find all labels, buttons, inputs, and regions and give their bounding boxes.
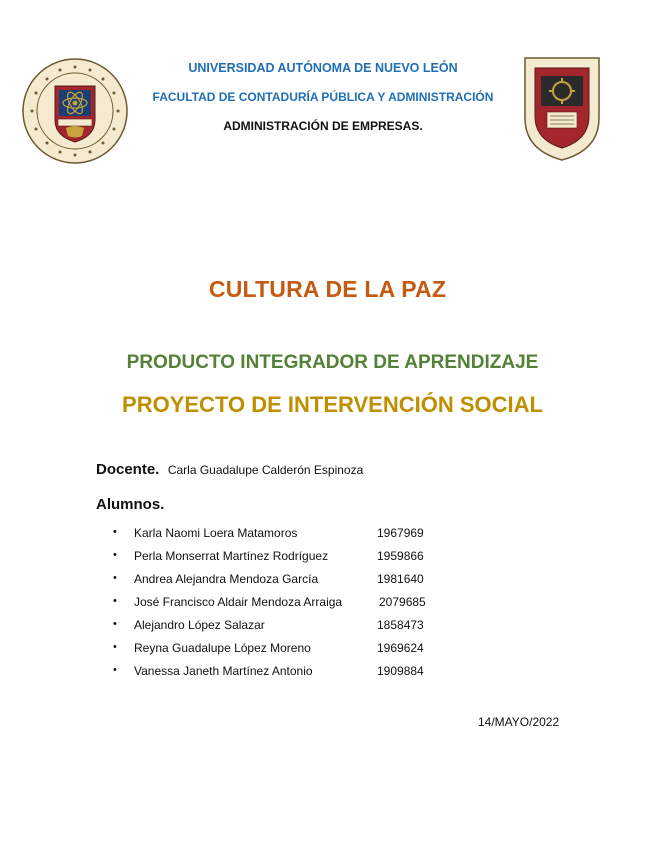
docente-label: Docente.	[96, 461, 160, 478]
bullet-icon: •	[113, 572, 117, 584]
student-id: 1967969	[377, 526, 424, 540]
student-list	[113, 526, 473, 687]
list-item	[113, 526, 473, 549]
list-item	[113, 572, 473, 595]
bullet-icon: •	[113, 526, 117, 538]
student-id: 1858473	[377, 618, 424, 632]
alumnos-label: Alumnos.	[96, 496, 165, 513]
bullet-icon: •	[113, 641, 117, 653]
student-name: Vanessa Janeth Martínez Antonio	[134, 664, 313, 678]
uanl-seal-icon	[22, 58, 128, 164]
bullet-icon: •	[113, 549, 117, 561]
student-name: Andrea Alejandra Mendoza García	[134, 572, 319, 586]
list-item	[113, 641, 473, 664]
student-id: 1909884	[377, 664, 424, 678]
bullet-icon: •	[113, 618, 117, 630]
student-id: 1969624	[377, 641, 424, 655]
list-item	[113, 664, 473, 687]
docente-line	[96, 461, 363, 479]
docente-name: Carla Guadalupe Calderón Espinoza	[167, 463, 364, 477]
student-name: Alejandro López Salazar	[134, 618, 265, 632]
student-id: 2079685	[379, 595, 426, 609]
student-name: Karla Naomi Loera Matamoros	[134, 526, 298, 540]
student-name: Perla Monserrat Martínez Rodríguez	[134, 549, 329, 563]
facpya-seal-icon	[521, 52, 603, 164]
document-subtitle-product: PRODUCTO INTEGRADOR DE APRENDIZAJE	[126, 352, 539, 373]
list-item	[113, 618, 473, 641]
list-item	[113, 595, 473, 618]
program-name: ADMINISTRACIÓN DE EMPRESAS.	[223, 119, 423, 133]
bullet-icon: •	[113, 664, 117, 676]
bullet-icon: •	[113, 595, 117, 607]
document-subtitle-project: PROYECTO DE INTERVENCIÓN SOCIAL	[122, 392, 543, 417]
document-date: 14/MAYO/2022	[478, 715, 560, 729]
student-id: 1959866	[377, 549, 424, 563]
document-title: CULTURA DE LA PAZ	[208, 276, 447, 302]
list-item	[113, 549, 473, 572]
university-name: UNIVERSIDAD AUTÓNOMA DE NUEVO LEÓN	[188, 61, 458, 75]
student-id: 1981640	[377, 572, 424, 586]
student-name: Reyna Guadalupe López Moreno	[134, 641, 311, 655]
faculty-name: FACULTAD DE CONTADURÍA PÚBLICA Y ADMINISTRACIÓN	[152, 90, 494, 104]
student-name: José Francisco Aldair Mendoza Arraiga	[134, 595, 343, 609]
